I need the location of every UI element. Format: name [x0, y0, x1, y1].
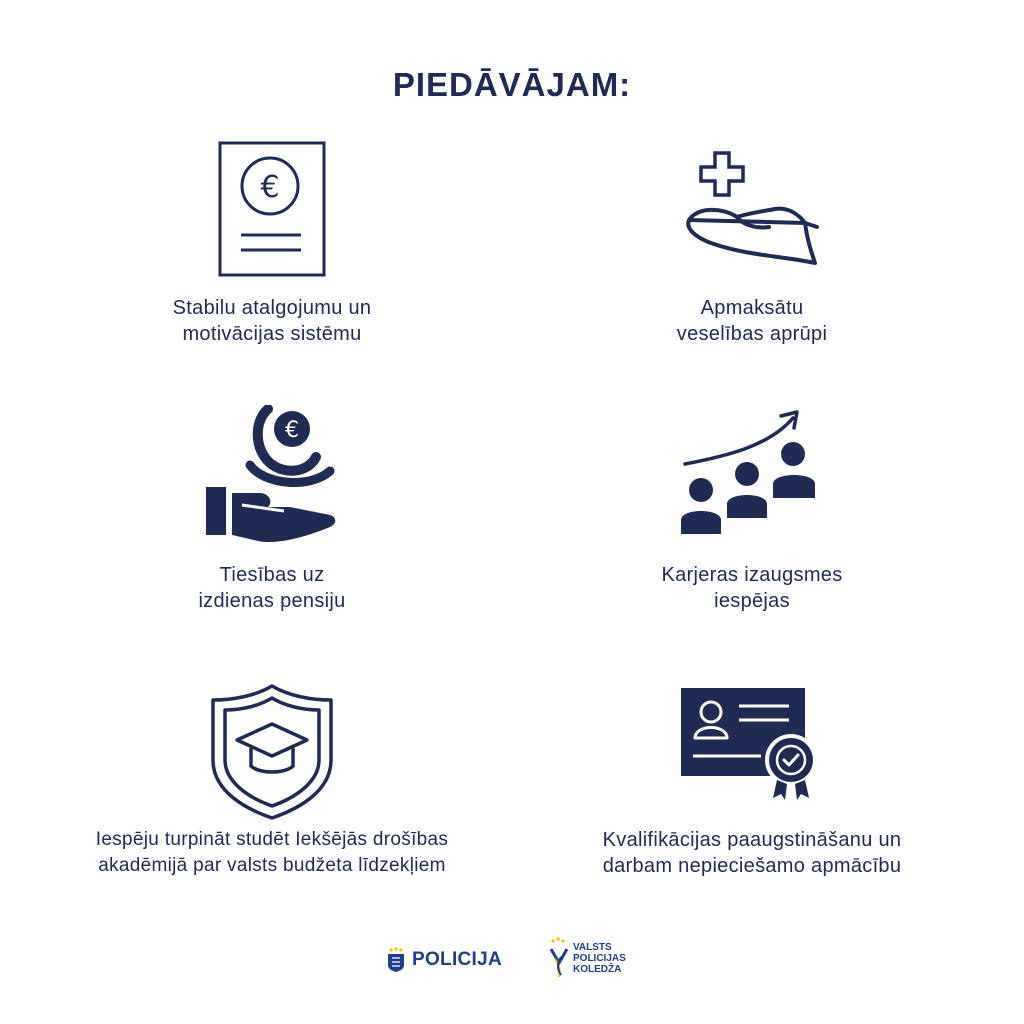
svg-text:€: €	[285, 418, 299, 443]
certificate-icon	[677, 684, 827, 804]
benefit-education	[32, 682, 512, 892]
benefit-caption: Karjeras izaugsmes iespējas	[661, 564, 843, 612]
benefit-career	[512, 400, 992, 620]
benefit-certificate	[512, 682, 992, 892]
education-shield-icon	[207, 682, 337, 822]
vpk-logo	[549, 937, 626, 979]
pension-hand-icon	[202, 405, 342, 550]
healthcare-hand-icon	[677, 145, 827, 275]
policija-logo	[386, 947, 502, 973]
benefit-caption: Kvalifikācijas paaugstināšanu un darbam nepieciešamo apmācību	[602, 829, 902, 877]
benefit-caption: Apmaksātu veselības aprūpi	[676, 297, 828, 345]
policija-label: POLICIJA	[412, 949, 503, 970]
vpk-emblem-icon	[549, 937, 569, 979]
benefit-caption: Stabilu atalgojumu un motivācijas sistēmu	[172, 297, 372, 345]
benefit-caption: Tiesības uz izdienas pensiju	[198, 564, 346, 612]
benefit-pension	[32, 400, 512, 620]
benefit-healthcare	[512, 140, 992, 360]
police-emblem-icon	[386, 947, 406, 973]
page-title: PIEDĀVĀJAM:	[392, 66, 632, 103]
vpk-label: VALSTS POLICIJAS KOLEDŽA	[573, 941, 626, 975]
benefit-caption: Iespēju turpināt studēt Iekšējās drošības akadēmijā par valsts budžeta līdzekļiem	[95, 829, 449, 876]
career-growth-icon	[677, 408, 827, 538]
salary-document-icon	[217, 140, 327, 280]
svg-text:€: €	[260, 170, 280, 205]
benefit-salary	[32, 140, 512, 360]
